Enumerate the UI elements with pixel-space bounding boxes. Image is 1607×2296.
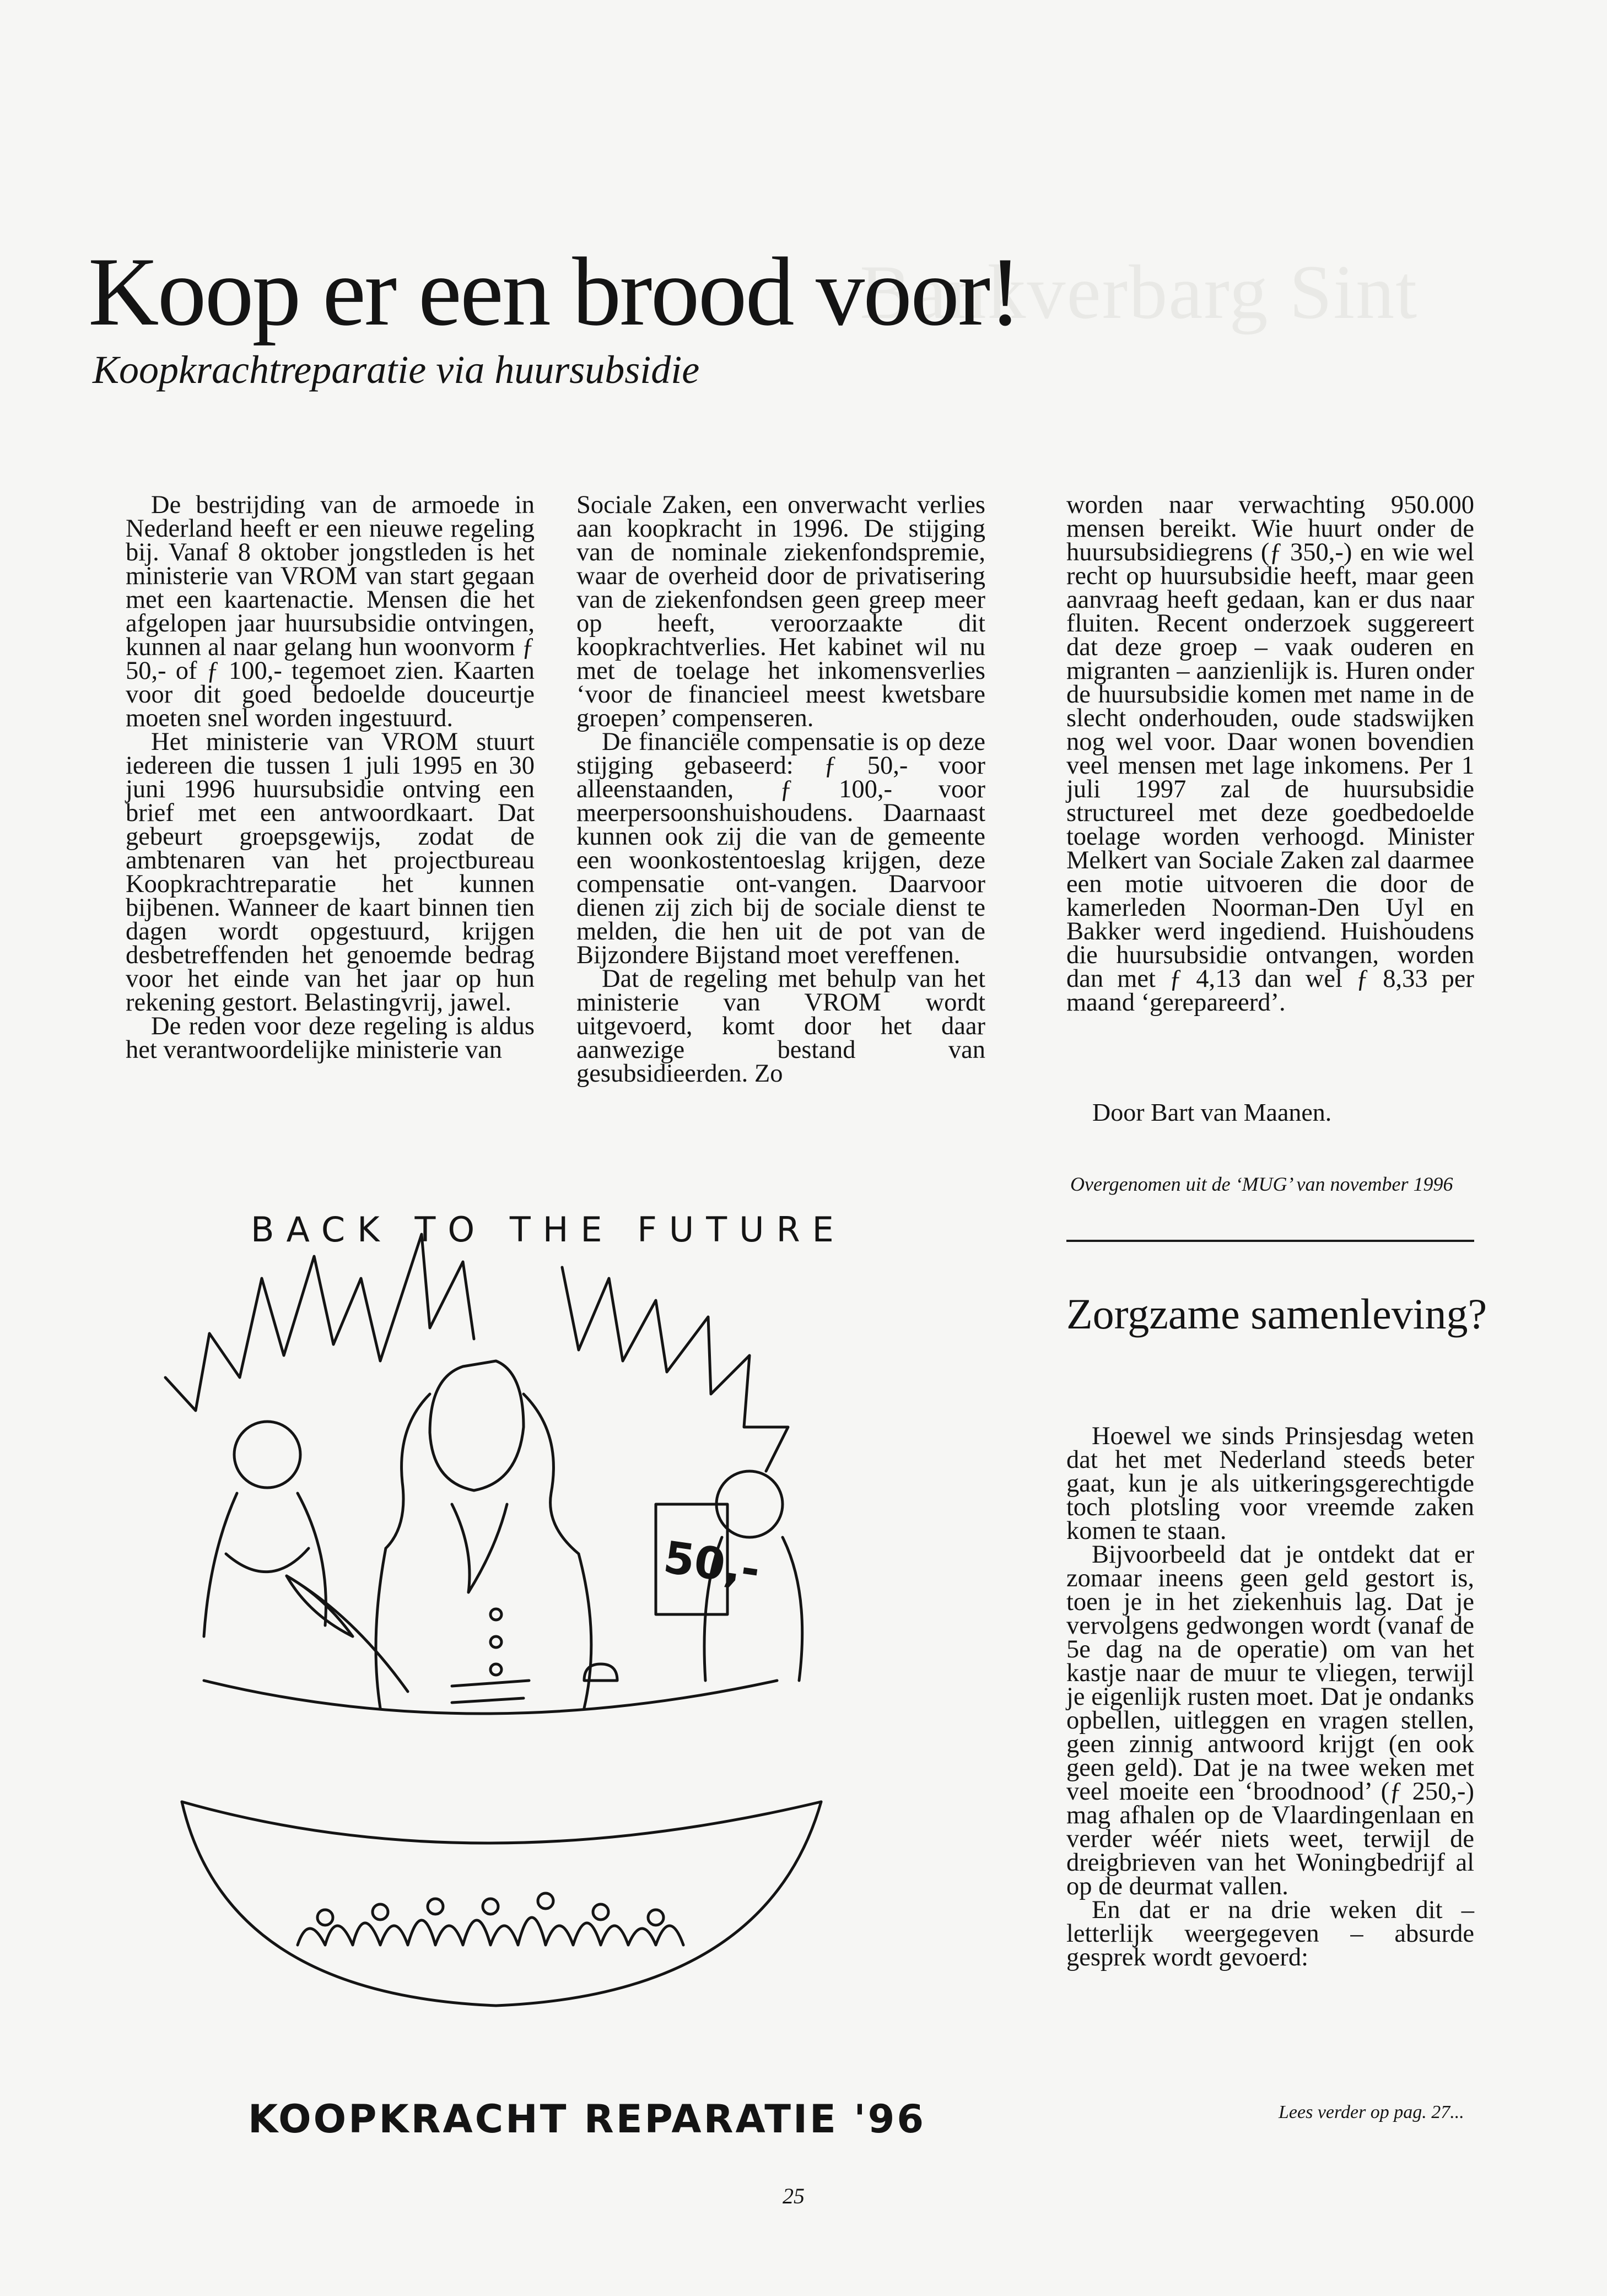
coat-button bbox=[490, 1664, 501, 1675]
figure-head bbox=[234, 1422, 300, 1488]
paragraph: worden naar verwachting 950.000 mensen bereikt. Wie huurt onder de huursubsidiegrens (ƒ 350,-) en wie wel recht op huursubsidie heeft, maar geen aanvraag heeft gedaan, kan er dus naar fluiten. Recent onderzoek suggereert dat deze groep – vaak ouderen en migranten – aanzienlijk is. Huren onder de huursubsidie komen met name in de slecht onderhouden, oude stadswijken nog wel voor. Daar wonen bovendien veel mensen met lage inkomens. Per 1 juli 1997 zal de huursubsidie structureel met deze goedbedoelde toelage worden verhoogd. Minister Melkert van Sociale Zaken zal daarmee een motie uitvoeren die door de kamerleden Noorman-Den Uyl en Bakker werd ingediend. Huishoudens die huursubsidie ontvangen, worden dan met ƒ 4,13 dan wel ƒ 8,33 per maand ‘gerepareerd’. bbox=[1066, 491, 1474, 1017]
sign-text: 50,- bbox=[660, 1531, 763, 1596]
article-column-2 bbox=[576, 491, 985, 1088]
paragraph: De financiële compensatie is op deze stijging gebaseerd: ƒ 50,- voor alleenstaanden, ƒ 100,- voor meerpersoonshuishoudens. Daarnaast kunnen ook zij die van de gemeente een woonkostentoeslag krijgen, deze compensatie ont-vangen. Daarvoor dienen zij zich bij de sociale dienst te melden, die hen uit de pot van de Bijzondere Bijstand moet vereffenen. bbox=[576, 728, 985, 969]
section-column bbox=[1066, 1424, 1474, 1969]
central-wig bbox=[386, 1394, 579, 1554]
burst-shape bbox=[562, 1267, 788, 1471]
article-column-3 bbox=[1066, 491, 1474, 1017]
coat-button bbox=[490, 1609, 501, 1620]
page-number: 25 bbox=[783, 2184, 805, 2208]
bowl-outline bbox=[182, 1802, 821, 1843]
cartoon-caption-bottom: KOOPKRACHT REPARATIE '96 bbox=[248, 2097, 926, 2142]
paragraph: En dat er na drie weken dit – letterlijk weergegeven – absurde gesprek wordt gevoerd: bbox=[1066, 1896, 1474, 1971]
paragraph: Bijvoorbeeld dat je ontdekt dat er zomaar ineens geen geld gestort is, toen je in het ziekenhuis lag. Dat je vervolgens gedwongen wordt (vanaf de 5e dag na de operatie) om van het kastje naar de muur te vliegen, terwijl je eigenlijk rusten moet. Dat je ondanks opbellen, uitleggen en vragen stellen, geen zinnig antwoord krijgt (en ook geen geld). Dat je na twee weken met veel moeite een ‘broodnood’ (ƒ 250,-) mag afhalen op de Vlaardingenlaan en verder wéér niets weet, terwijl de dreigbrieven van het Woningbedrijf al op de deurmat vallen. bbox=[1066, 1541, 1474, 1900]
central-head bbox=[430, 1361, 524, 1490]
article-column-1 bbox=[126, 493, 535, 1062]
figure-body bbox=[204, 1493, 326, 1636]
paragraph: De bestrijding van de armoede in Nederland heeft er een nieuwe regeling bij. Vanaf 8 oktober jongstleden is het ministerie van VROM van start gegaan met een kaartenactie. Mensen die het afgelopen jaar huursubsidie ontvingen, kunnen al naar gelang hun woonvorm ƒ 50,- of ƒ 100,- tegemoet zien. Kaarten voor dit goed bedoelde douceurtje moeten snel worden ingestuurd. bbox=[126, 491, 535, 732]
figure-arm bbox=[226, 1548, 309, 1572]
paragraph: Het ministerie van VROM stuurt iedereen die tussen 1 juli 1995 en 30 juni 1996 huursubsidie ontving een brief met een antwoordkaart. Dat gebeurt groepsgewijs, zodat de ambtenaren van het projectbureau Koopkrachtreparatie het kunnen bijbenen. Wanneer de kaart binnen tien dagen wordt opgestuurd, krijgen desbetreffenden het genoemde bedrag voor het einde van het jaar op hun rekening gestort. Belastingvrij, jawel. bbox=[126, 728, 535, 1017]
author-byline: Door Bart van Maanen. bbox=[1092, 1098, 1332, 1126]
quill-feather bbox=[287, 1576, 353, 1636]
paragraph: Hoewel we sinds Prinsjesdag weten dat het met Nederland steeds beter gaat, kun je als uitkeringsgerechtigde toch plotsling voor vreemde zaken komen te staan. bbox=[1066, 1422, 1474, 1545]
source-credit: Overgenomen uit de ‘MUG’ van november 1996 bbox=[1070, 1173, 1453, 1195]
ghost-print-through-text: Bankverbarg Sint bbox=[860, 250, 1419, 335]
table-outline bbox=[204, 1681, 777, 1714]
continued-note: Lees verder op pag. 27... bbox=[1279, 2102, 1464, 2122]
central-jabot bbox=[452, 1504, 507, 1592]
cartoon-illustration bbox=[143, 1196, 860, 2105]
crowd bbox=[298, 1917, 683, 1945]
section-divider bbox=[1066, 1240, 1474, 1242]
paper-writing bbox=[452, 1681, 529, 1703]
paragraph: Sociale Zaken, een onverwacht verlies aan koopkracht in 1996. De stijging van de nominale ziekenfondspremie, waar de overheid door de privatisering van de ziekenfondsen geen greep meer op heeft, veroorzaakte dit koopkrachtverlies. Het kabinet wil nu met de toelage het inkomensverlies ‘voor de financieel meest kwetsbare groepen’ compenseren. bbox=[576, 491, 985, 732]
crowd-heads bbox=[317, 1893, 664, 1925]
article-title: Koop er een brood voor! bbox=[88, 237, 1020, 346]
burst-shape bbox=[165, 1234, 474, 1411]
paragraph: De reden voor deze regeling is aldus het verantwoordelijke ministerie van bbox=[126, 1012, 535, 1064]
coat-button bbox=[490, 1636, 501, 1647]
paragraph: Dat de regeling met behulp van het ministerie van VROM wordt uitgevoerd, komt door het daar aanwezige bestand van gesubsidieerden. Zo bbox=[576, 965, 985, 1088]
article-subtitle: Koopkrachtreparatie via huursubsidie bbox=[93, 348, 700, 392]
section-title: Zorgzame samenleving? bbox=[1066, 1290, 1487, 1338]
cartoon-caption-top: BACK TO THE FUTURE bbox=[251, 1209, 846, 1250]
bowl-curve bbox=[182, 1802, 821, 2006]
